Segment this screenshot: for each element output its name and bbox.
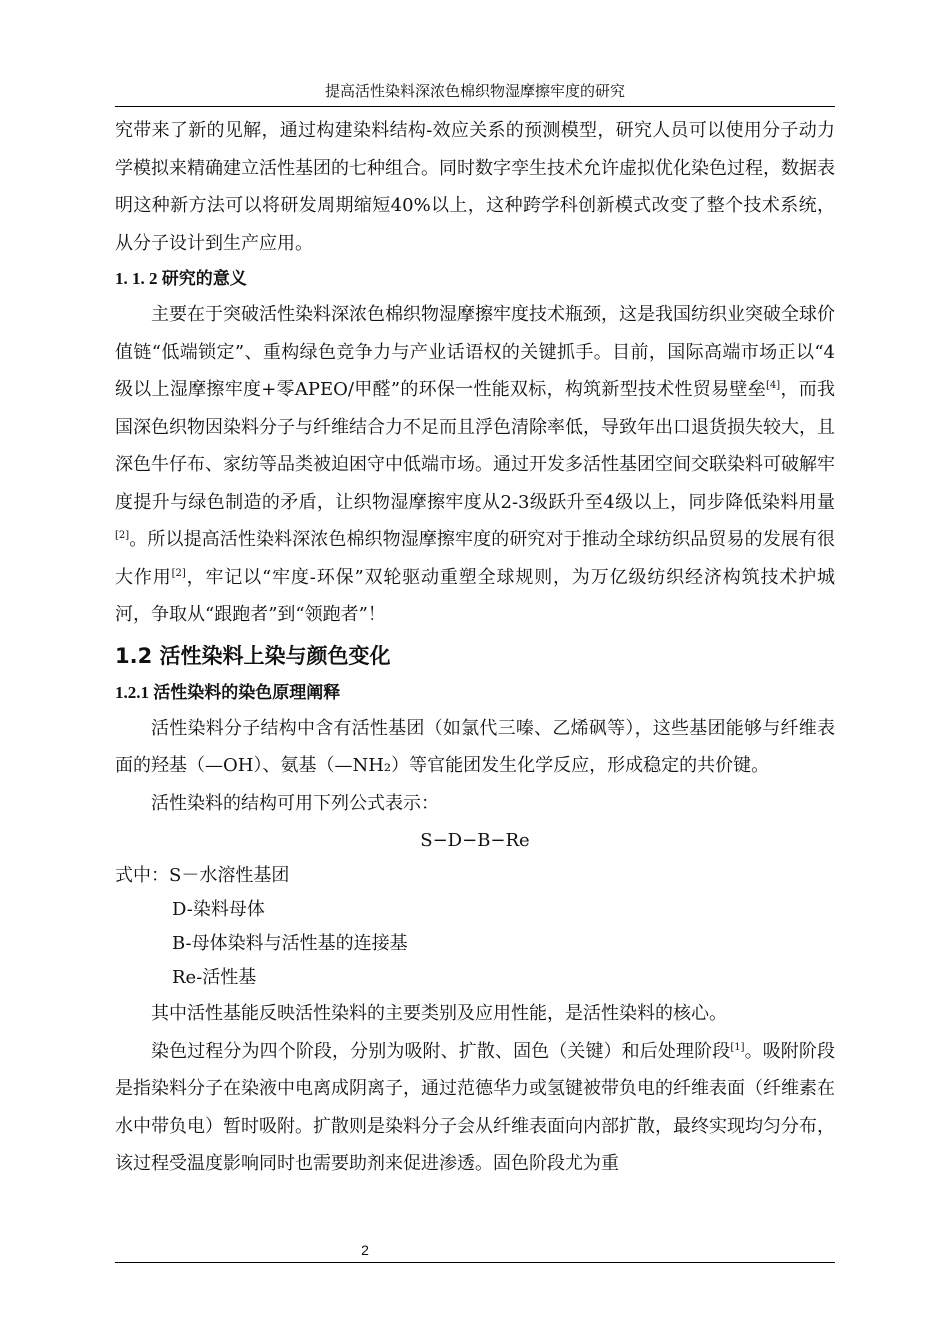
running-header: 提高活性染料深浓色棉织物湿摩擦牢度的研究 bbox=[324, 82, 625, 100]
intro-paragraph: 究带来了新的见解，通过构建染料结构-效应关系的预测模型，研究人员可以使用分子动力学模拟来精确建立活性基团的七种组合。同时数字孪生技术允许虚拟优化染色过程，数据表明这种新方法可以将研发周期缩短40%以上，这种跨学科创新模式改变了整个技术系统，从分子设计到生产应用。 bbox=[115, 120, 835, 254]
dyeing-stages-text-b: 。吸附阶段是指染料分子在染液中电离成阴离子，通过范德华力或氢键被带负电的纤维表面（纤维素在水中带负电）暂时吸附。扩散则是染料分子会从纤维表面向内部扩散，最终实现均匀分布，该过程受温度影响同时也需要助剂来促进渗透。固色阶段尤为重 bbox=[115, 1040, 836, 1174]
header-rule bbox=[115, 106, 835, 107]
heading-1-2-1: 1.2.1 活性染料的染色原理阐释 bbox=[115, 682, 341, 702]
significance-text-d: ，牢记以“牢度-环保”双轮驱动重塑全球规则，为万亿级纺织经济构筑技术护城河，争取从“跟跑者”到“领跑者”！ bbox=[115, 566, 836, 625]
significance-paragraph bbox=[115, 296, 835, 634]
definition-s: 式中：S－水溶性基团 bbox=[115, 865, 290, 886]
heading-1-1-2: 1. 1. 2 研究的意义 bbox=[115, 269, 247, 288]
citation-1: [1] bbox=[730, 1041, 745, 1053]
significance-text-c: 。所以提高活性染料深浓色棉织物湿摩擦牢度的研究对于推动全球纺织品贸易的发展有很大作用 bbox=[115, 529, 835, 588]
dye-structure-formula: S−D−B−Re bbox=[420, 830, 530, 851]
significance-text-b: ，而我国深色织物因染料分子与纤维结合力不足而且浮色清除率低，导致年出口退货损失较大，且深色牛仔布、家纺等品类被迫困守中低端市场。通过开发多活性基团空间交联染料可破解牢度提升与绿色制造的矛盾，让织物湿摩擦牢度从2-3级跃升至4级以上，同步降低染料用量 bbox=[115, 379, 836, 513]
principle-paragraph: 活性染料分子结构中含有活性基团（如氯代三嗪、乙烯砜等），这些基团能够与纤维表面的羟基（—OH）、氨基（—NH₂）等官能团发生化学反应，形成稳定的共价键。 bbox=[115, 717, 835, 776]
dyeing-stages-paragraph bbox=[115, 1033, 835, 1183]
body-text bbox=[115, 112, 835, 1183]
definition-re: Re-活性基 bbox=[172, 967, 257, 988]
significance-text-a: 主要在于突破活性染料深浓色棉织物湿摩擦牢度技术瓶颈，这是我国纺织业突破全球价值链“低端锁定”、重构绿色竞争力与产业话语权的关键抓手。目前，国际高端市场正以“4级以上湿摩擦牢度+零APEO/甲醛”的环保一性能双标，构筑新型技术性贸易壁垒 bbox=[115, 304, 835, 400]
definition-b: B-母体染料与活性基的连接基 bbox=[172, 933, 408, 954]
reactive-group-paragraph: 其中活性基能反映活性染料的主要类别及应用性能，是活性染料的核心。 bbox=[151, 1003, 727, 1024]
definition-d: D-染料母体 bbox=[172, 899, 265, 920]
footer-rule bbox=[115, 1262, 835, 1263]
citation-2b: [2] bbox=[171, 567, 186, 579]
page-number: 2 bbox=[361, 1242, 369, 1258]
citation-4: [4] bbox=[765, 380, 781, 391]
heading-1-2: 1.2 活性染料上染与颜色变化 bbox=[115, 643, 391, 668]
structure-intro-paragraph: 活性染料的结构可用下列公式表示： bbox=[151, 792, 439, 814]
dyeing-stages-text-a: 染色过程分为四个阶段，分别为吸附、扩散、固色（关键）和后处理阶段 bbox=[151, 1040, 731, 1062]
citation-2: [2] bbox=[115, 530, 130, 541]
